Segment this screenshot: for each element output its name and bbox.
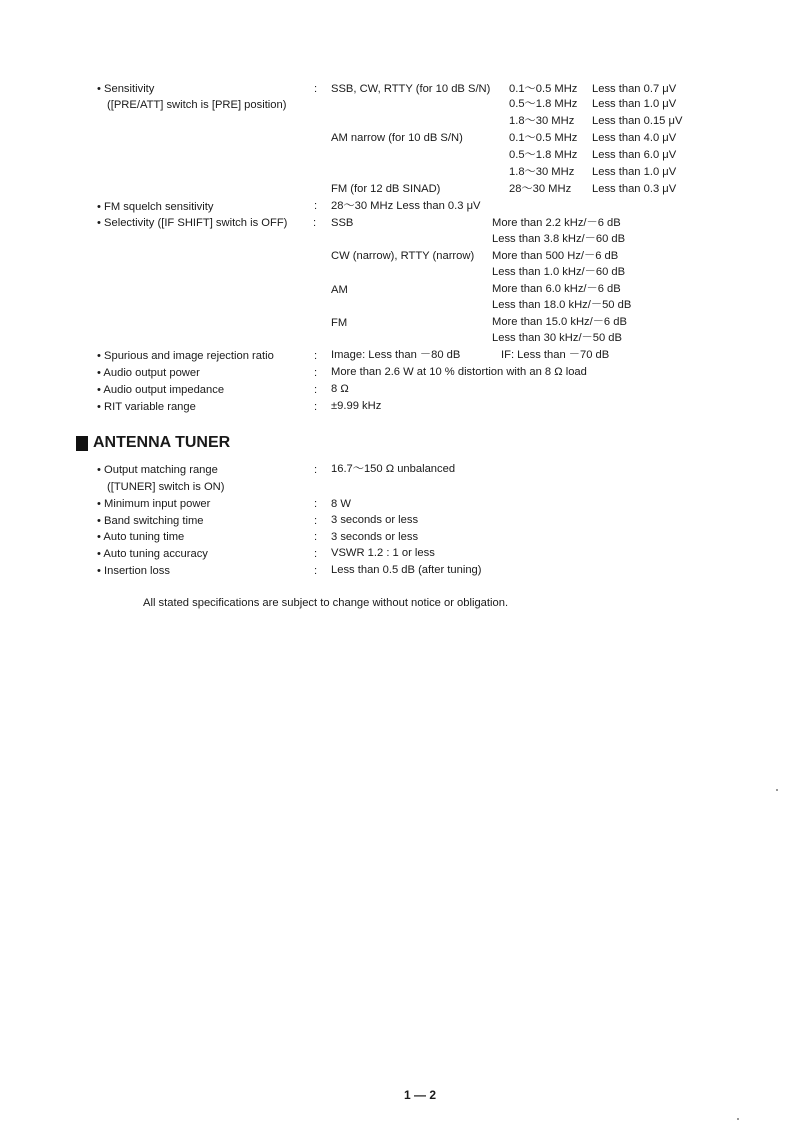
antenna-tuner-title: ANTENNA TUNER [93,434,231,451]
sensitivity-mode-ssb-cw-rtty: SSB, CW, RTTY (for 10 dB S/N) [331,83,491,95]
auto-tuning-time-value: 3 seconds or less [331,531,419,543]
sensitivity-value: Less than 0.7 μV [592,83,677,95]
minimum-input-power-value: 8 W [331,498,351,510]
sensitivity-label: • Sensitivity [97,83,155,95]
spurious-if-value: IF: Less than －70 dB [501,349,610,361]
scan-speck [737,1118,739,1120]
sensitivity-value: Less than 0.3 μV [592,183,677,195]
sensitivity-value: Less than 0.15 μV [592,115,683,127]
selectivity-mode-ssb: SSB [331,217,354,229]
audio-impedance-colon: : [314,384,318,396]
rit-label: • RIT variable range [97,401,196,413]
output-matching-sublabel: ([TUNER] switch is ON) [107,481,225,493]
sensitivity-range: 0.1～0.5 MHz [509,132,578,144]
selectivity-line: Less than 30 kHz/－50 dB [492,332,622,344]
insertion-loss-label: • Insertion loss [97,565,170,577]
sensitivity-range: 0.5～1.8 MHz [509,149,578,161]
sensitivity-range: 0.1～0.5 MHz [509,83,578,95]
insertion-loss-value: Less than 0.5 dB (after tuning) [331,564,482,576]
fm-squelch-label: • FM squelch sensitivity [97,201,214,213]
selectivity-line: Less than 18.0 kHz/－50 dB [492,299,632,311]
auto-tuning-accuracy-value: VSWR 1.2 : 1 or less [331,547,435,559]
selectivity-mode-cw-rtty: CW (narrow), RTTY (narrow) [331,250,475,262]
selectivity-line: More than 15.0 kHz/－6 dB [492,316,627,328]
band-switching-time-label: • Band switching time [97,515,204,527]
selectivity-line: More than 2.2 kHz/－6 dB [492,217,621,229]
minimum-input-power-label: • Minimum input power [97,498,211,510]
scan-speck [776,789,778,791]
antenna-tuner-heading [76,433,230,453]
sensitivity-colon: : [314,83,318,95]
selectivity-line: More than 500 Hz/－6 dB [492,250,619,262]
sensitivity-value: Less than 4.0 μV [592,132,677,144]
band-switching-time-value: 3 seconds or less [331,514,419,526]
audio-power-value: More than 2.6 W at 10 % distortion with an 8 Ω load [331,366,587,378]
audio-impedance-value: 8 Ω [331,383,349,395]
fm-squelch-value: 28～30 MHz Less than 0.3 μV [331,200,481,212]
minimum-input-power-colon: : [314,498,318,510]
auto-tuning-time-colon: : [314,531,318,543]
selectivity-mode-fm: FM [331,317,348,329]
sensitivity-sublabel: ([PRE/ATT] switch is [PRE] position) [107,99,287,111]
output-matching-label: • Output matching range [97,464,218,476]
sensitivity-mode-am-narrow: AM narrow (for 10 dB S/N) [331,132,463,144]
selectivity-line: Less than 1.0 kHz/－60 dB [492,266,626,278]
sensitivity-value: Less than 6.0 μV [592,149,677,161]
audio-impedance-label: • Audio output impedance [97,384,225,396]
audio-power-label: • Audio output power [97,367,200,379]
section-square-icon [76,436,88,451]
fm-squelch-colon: : [314,200,318,212]
selectivity-label: • Selectivity ([IF SHIFT] switch is OFF) [97,217,288,229]
insertion-loss-colon: : [314,565,318,577]
sensitivity-range: 1.8～30 MHz [509,115,575,127]
auto-tuning-accuracy-label: • Auto tuning accuracy [97,548,208,560]
output-matching-colon: : [314,464,318,476]
specifications-note: All stated specifications are subject to change without notice or obligation. [143,597,509,609]
rit-colon: : [314,401,318,413]
spurious-colon: : [314,350,318,362]
rit-value: ±9.99 kHz [331,400,382,412]
band-switching-time-colon: : [314,515,318,527]
page-number: 1 — 2 [404,1088,437,1102]
sensitivity-value: Less than 1.0 μV [592,98,677,110]
audio-power-colon: : [314,367,318,379]
selectivity-mode-am: AM [331,284,348,296]
selectivity-colon: : [313,217,317,229]
selectivity-line: More than 6.0 kHz/－6 dB [492,283,621,295]
auto-tuning-time-label: • Auto tuning time [97,531,185,543]
sensitivity-value: Less than 1.0 μV [592,166,677,178]
sensitivity-range: 1.8～30 MHz [509,166,575,178]
sensitivity-range: 0.5～1.8 MHz [509,98,578,110]
auto-tuning-accuracy-colon: : [314,548,318,560]
output-matching-value: 16.7～150 Ω unbalanced [331,463,456,475]
sensitivity-mode-fm: FM (for 12 dB SINAD) [331,183,441,195]
spurious-label: • Spurious and image rejection ratio [97,350,274,362]
selectivity-line: Less than 3.8 kHz/－60 dB [492,233,626,245]
sensitivity-range: 28～30 MHz [509,183,572,195]
spurious-image-value: Image: Less than －80 dB [331,349,461,361]
